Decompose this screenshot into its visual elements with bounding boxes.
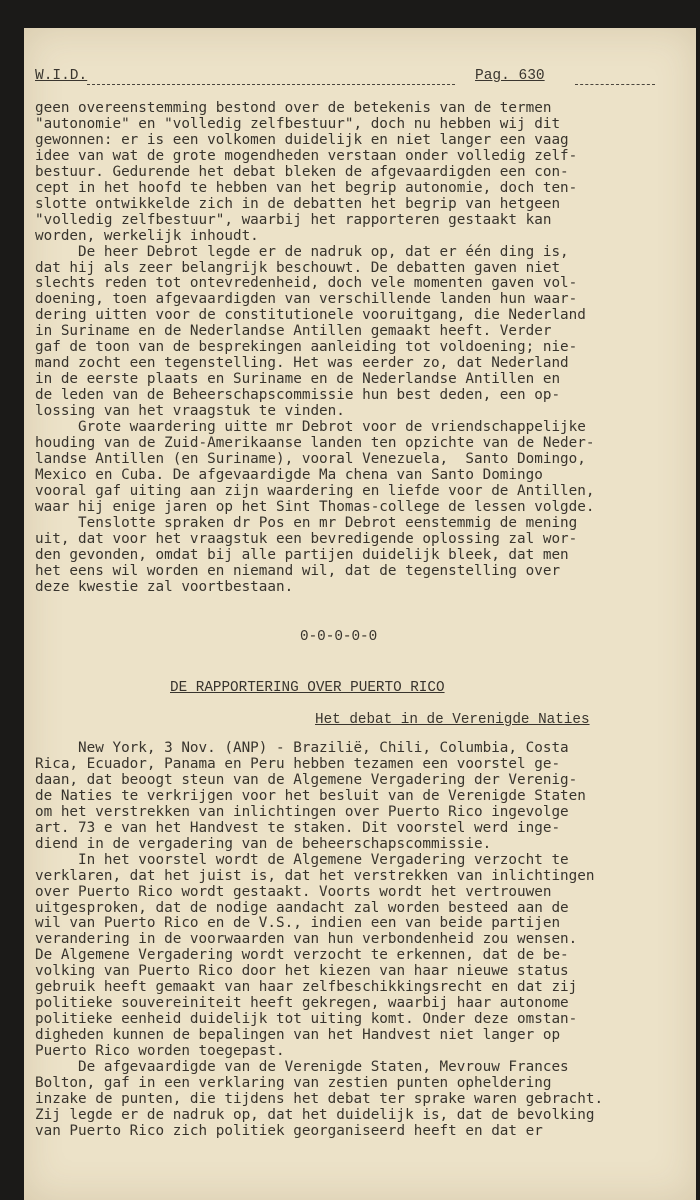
section-separator: 0-0-0-0-0 <box>300 629 378 645</box>
section-title: DE RAPPORTERING OVER PUERTO RICO <box>170 680 445 696</box>
body-text-block-2: New York, 3 Nov. (ANP) - Brazilië, Chili, Columbia, Costa Rica, Ecuador, Panama en Peru hebben tezamen een voorstel ge- daan, dat beoogt steun van de Algemene Vergadering der Verenig- de Naties te verkrijgen voor het besluit van de Verenigde Staten om het verstrekken van inlichtingen over Puerto Rico ingevolge art. 73 e van het Handvest te staken. Dit voorstel werd inge- diend in de vergadering van de beheerschapscommissie. In het voorstel wordt de Algemene Vergadering verzocht te verklaren, dat het juist is, dat het verstrekken van inlichtingen over Puerto Rico wordt gestaakt. Voorts wordt het vertrouwen uitgesproken, dat de nodige aandacht zal worden besteed aan de wil van Puerto Rico en de V.S., indien een van beide partijen verandering in de voorwaarden van hun verbondenheid zou wensen. De Algemene Vergadering wordt verzocht te erkennen, dat de be- volking van Puerto Rico door het kiezen van haar nieuwe status gebruik heeft gemaakt van haar zelfbeschikkingsrecht en dat zij politieke souvereiniteit heeft gekregen, waarbij haar autonome politieke eenheid duidelijk tot uiting komt. Onder deze omstan- digheden kunnen de bepalingen van het Handvest niet langer op Puerto Rico worden toegepast. De afgevaardigde van de Verenigde Staten, Mevrouw Frances Bolton, gaf in een verklaring van zestien punten opheldering inzake de punten, die tijdens het debat ter sprake waren gebracht. Zij legde er de nadruk op, dat het duidelijk is, dat de bevolking van Puerto Rico zich politiek georganiseerd heeft en dat er <box>35 740 604 1139</box>
section-subtitle: Het debat in de Verenigde Naties <box>315 712 590 728</box>
header-publication: W.I.D. <box>35 68 88 84</box>
page-header <box>35 68 615 88</box>
body-text-block-1: geen overeenstemming bestond over de betekenis van de termen "autonomie" en "volledig zelfbestuur", doch nu hebben wij dit gewonnen: er is een volkomen duidelijk en niet langer een vaag idee van wat de grote mogendheden verstaan onder volledig zelf- bestuur. Gedurende het debat bleken de afgevaardigden een con- cept in het hoofd te hebben van het begrip autonomie, doch ten- slotte ontwikkelde zich in de debatten het begrip van hetgeen "volledig zelfbestuur", waarbij het rapporteren gestaakt kan worden, werkelijk inhoudt. De heer Debrot legde er de nadruk op, dat er één ding is, dat hij als zeer belangrijk beschouwt. De debatten gaven niet slechts reden tot ontevredenheid, doch vele momenten gaven vol- doening, toen afgevaardigden van verschillende landen hun waar- dering uitten voor de constitutionele vooruitgang, die Nederland in Suriname en de Nederlandse Antillen gemaakt heeft. Verder gaf de toon van de besprekingen aanleiding tot voldoening; nie- mand zocht een tegenstelling. Het was eerder zo, dat Nederland in de eerste plaats en Suriname en de Nederlandse Antillen en de leden van de Beheerschapscommissie hun best deden, een op- lossing van het vraagstuk te vinden. Grote waardering uitte mr Debrot voor de vriendschappelijke houding van de Zuid-Amerikaanse landen ten opzichte van de Neder- landse Antillen (en Suriname), vooral Venezuela, Santo Domingo, Mexico en Cuba. De afgevaardigde Ma chena van Santo Domingo vooral gaf uiting aan zijn waardering en liefde voor de Antillen, waar hij enige jaren op het Sint Thomas-college de lessen volgde. Tenslotte spraken dr Pos en mr Debrot eenstemmig de mening uit, dat voor het vraagstuk een bevredigende oplossing zal wor- den gevonden, omdat bij alle partijen duidelijk bleek, dat men het eens wil worden en niemand wil, dat de tegenstelling over deze kwestie zal voortbestaan. <box>35 100 595 595</box>
header-page-number: Pag. 630 <box>475 68 545 84</box>
header-rule-right <box>575 84 655 85</box>
header-rule-left <box>87 84 455 85</box>
